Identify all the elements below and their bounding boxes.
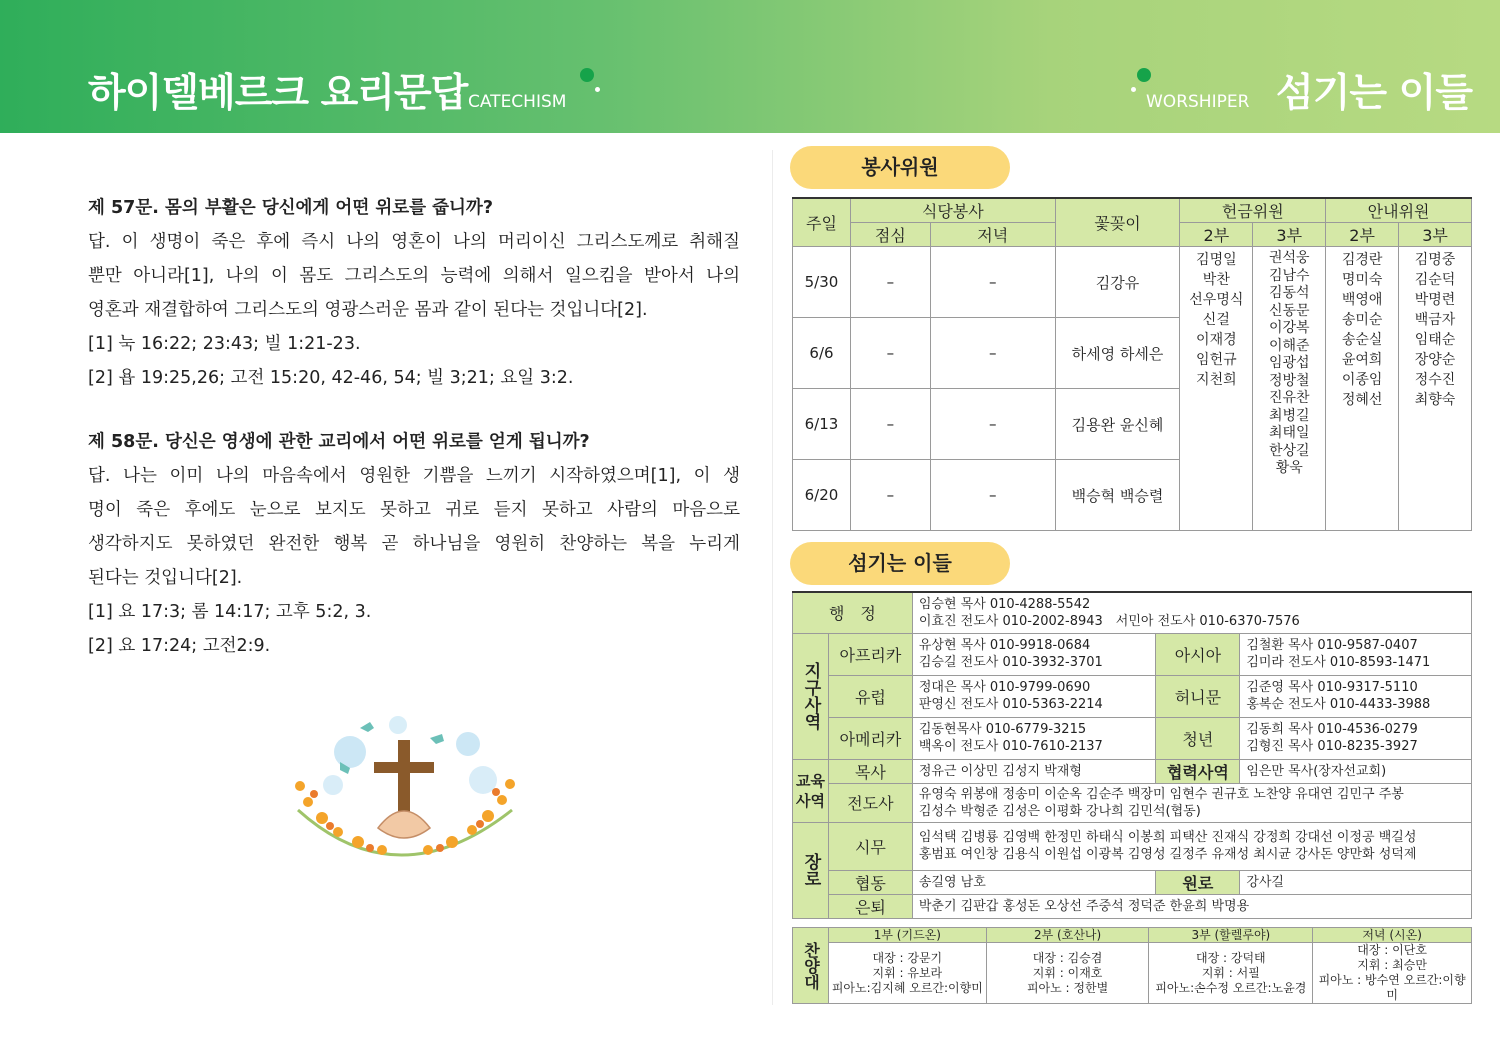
region-name: 아프리카 [828,633,912,675]
worshiper-subtitle: WORSHIPER [1146,92,1250,112]
question-57: 제 57문. 몸의 부활은 당신에게 어떤 위로를 줍니까? [88,198,493,218]
list-item: 김순덕 [1414,272,1456,288]
value-line: 임승현 목사 010-4288-5542 [918,596,1091,612]
row-flower: 하세영 하세은 [1055,318,1180,389]
value-line: 유상현 목사 010-9918-0684 [918,638,1091,653]
list-item: 송순실 [1341,332,1383,348]
region-value [912,717,1156,759]
row-dinner: – [930,460,1055,531]
col-dinner: 저녁 [930,223,1055,247]
answer-line: 뿐만 아니라[1], 나의 이 몸도 그리스도의 능력에 의해서 일으킴을 받아서 나의 [88,266,740,286]
list-item: 김동석 [1268,285,1310,301]
pastor-value: 정유근 이상민 김성지 박재형 [912,759,1156,783]
choir-label: 찬양대 [793,928,829,1004]
value-line: 홍복순 전도사 010-4433-3988 [1246,697,1431,712]
value-line: 유영숙 위봉애 정송미 이순옥 김순주 백장미 임현수 권규호 노찬양 유대연 김민구 주봉 [918,786,1404,802]
catechism-title: 하이델베르크 요리문답 [88,71,468,116]
list-item: 최태일 [1268,425,1310,441]
value-line: 백옥이 전도사 010-7610-2137 [918,739,1103,754]
list-item: 지천희 [1196,372,1237,388]
row-flower: 김용완 윤신혜 [1055,389,1180,460]
list-item: 송미순 [1341,312,1383,328]
choir-name: 저녁 (시온) [1313,928,1472,943]
row-date: 5/30 [793,247,851,318]
value-line: 김형진 목사 010-8235-3927 [1246,739,1418,754]
emeritus-value: 강사길 [1240,870,1472,894]
list-item: 이종임 [1341,372,1383,388]
row-lunch: – [850,247,930,318]
col-lunch: 점심 [850,223,930,247]
list-item: 김명중 [1414,252,1456,268]
active-value [912,822,1471,870]
elder-label: 장로 [793,822,829,918]
value-line: 김미라 전도사 010-8593-1471 [1246,655,1431,670]
list-item: 백영애 [1341,292,1383,308]
retired-label: 은퇴 [828,894,912,918]
reference-line: [1] 요 17:3; 롬 14:17; 고후 5:2, 3. [88,602,372,622]
value-line: 정대은 목사 010-9799-0690 [918,680,1091,695]
catechism-q58 [88,425,740,663]
row-flower: 백승혁 백승렬 [1055,460,1180,531]
list-item: 정방철 [1268,372,1310,389]
list-item: 명미숙 [1341,272,1383,288]
volunteers-heading: 봉사위원 [790,146,1010,189]
admin-value [912,592,1471,633]
row-dinner: – [930,247,1055,318]
col-meal: 식당봉사 [850,198,1055,223]
list-item: 진유찬 [1268,390,1310,406]
worshiper-title: 섬기는 이들 [1276,71,1472,116]
value-line: 지휘 : 이재호 [1032,965,1103,980]
value-line: 홍범표 여인창 김용식 이원섭 이광복 김영성 길정주 유재성 최시균 강사돈 양만화 성덕제 [918,847,1417,862]
value-line: 지휘 : 최승만 [1357,958,1427,972]
list-item: 이강복 [1268,320,1310,336]
answer-line: 생각하지도 못하였던 완전한 행복 곧 하나님을 영원히 찬양하는 복을 누리게 [88,534,740,554]
associate-value: 송길영 남호 [912,870,1156,894]
region-value [912,633,1156,675]
guide-2-list [1326,247,1399,531]
value-line: 지휘 : 유보라 [872,965,943,980]
col-date: 주일 [793,198,851,247]
cross-wreath-illustration [278,700,532,872]
row-lunch: – [850,318,930,389]
admin-label: 행 정 [793,592,913,633]
row-date: 6/20 [793,460,851,531]
region-value [1240,675,1472,717]
col-offering: 헌금위원 [1180,198,1326,223]
answer-line: 답. 나는 이미 나의 마음속에서 영원한 기쁨을 느끼기 시작하였으며[1], 이 생 [88,466,740,486]
list-item: 최병길 [1268,407,1310,424]
active-label: 시무 [828,822,912,870]
region-value [1240,633,1472,675]
list-item: 신걸 [1202,312,1230,328]
servants-heading: 섬기는 이들 [790,542,1010,585]
reference-line: [2] 요 17:24; 고전2:9. [88,636,271,656]
row-lunch: – [850,460,930,531]
row-date: 6/13 [793,389,851,460]
value-line: 피아노:김지혜 오르간:이향미 [831,980,983,995]
dot-decoration [1137,68,1151,82]
row-dinner: – [930,318,1055,389]
list-item: 백금자 [1414,312,1456,328]
list-item: 윤여희 [1341,352,1383,368]
answer-line: 답. 이 생명이 죽은 후에 즉시 나의 영혼이 나의 머리이신 그리스도께로 취해질 [88,232,740,252]
row-flower: 김강유 [1055,247,1180,318]
value-line: 대장 : 강문기 [872,950,943,965]
catechism-subtitle: CATECHISM [468,92,567,112]
value-line: 대장 : 이단호 [1357,943,1427,957]
offering-2-list [1180,247,1253,531]
col-guide-3: 3부 [1399,223,1472,247]
value-line: 지휘 : 서필 [1201,965,1260,980]
answer-line: 영혼과 재결합하여 그리스도의 영광스러운 몸과 같이 된다는 것입니다[2]. [88,300,648,320]
question-58: 제 58문. 당신은 영생에 관한 교리에서 어떤 위로를 얻게 됩니까? [88,432,590,452]
list-item: 임광섭 [1268,355,1310,371]
value-line: 대장 : 강덕태 [1196,950,1266,965]
associate-label: 협동 [828,870,912,894]
list-item: 임헌규 [1196,352,1237,368]
offering-3-list [1253,247,1326,531]
dot-decoration [595,87,600,92]
header-banner [0,0,1500,133]
col-guide: 안내위원 [1326,198,1472,223]
list-item: 한상길 [1268,442,1310,459]
list-item: 이재경 [1196,332,1237,348]
answer-line: 된다는 것입니다[2]. [88,568,243,588]
emeritus-label: 원로 [1156,870,1240,894]
list-item: 정수진 [1414,372,1456,388]
region-name: 허니문 [1156,675,1240,717]
table-row [793,247,1472,318]
value-line: 김철환 목사 010-9587-0407 [1246,638,1418,653]
value-line: 김동희 목사 010-4536-0279 [1246,722,1418,737]
choir-members [1313,943,1472,1004]
row-lunch: – [850,389,930,460]
list-item: 박명련 [1414,292,1456,308]
region-value [912,675,1156,717]
col-guide-2: 2부 [1326,223,1399,247]
list-item: 신동문 [1268,302,1310,319]
choir-name: 2부 (호산나) [986,928,1149,943]
list-item: 임태순 [1414,332,1456,348]
value-line: 판영신 전도사 010-5363-2214 [918,697,1103,712]
volunteers-table [792,197,1472,531]
choir-name: 3부 (할렐루야) [1149,928,1313,943]
choir-members [828,943,986,1004]
choir-name: 1부 (기드온) [828,928,986,943]
value-line: 김동현목사 010-6779-3215 [918,722,1087,737]
value-line: 김성수 박형준 김성은 이평화 강나희 김민석(협동) [918,803,1201,819]
value-line: 임석택 김병룡 김영백 한정민 하태식 이봉희 피택산 진재식 강정희 강대선 이정공 백길성 [918,830,1417,845]
catechism-q57 [88,191,740,395]
edu-label: 교육사역 [793,759,829,822]
guide-3-list [1399,247,1472,531]
choir-table [792,927,1472,1004]
row-dinner: – [930,389,1055,460]
list-item: 박찬 [1202,272,1230,288]
dot-decoration [1131,87,1136,92]
evangelist-value [912,783,1471,822]
list-item: 장양순 [1414,352,1456,368]
retired-value: 박춘기 김판갑 홍성돈 오상선 주중석 정덕준 한윤희 박명용 [912,894,1471,918]
list-item: 김명일 [1196,252,1237,268]
region-name: 아메리카 [828,717,912,759]
reference-line: [1] 눅 16:22; 23:43; 빌 1:21-23. [88,334,361,354]
value-line: 피아노 : 정한별 [1026,980,1109,995]
list-item: 황욱 [1275,460,1303,476]
region-value [1240,717,1472,759]
value-line: 대장 : 김승겸 [1032,950,1103,965]
row-date: 6/6 [793,318,851,389]
choir-members [986,943,1149,1004]
coop-value: 임은만 목사(장자선교회) [1240,759,1472,783]
region-name: 청년 [1156,717,1240,759]
list-item: 이해준 [1268,337,1310,354]
list-item: 김경란 [1341,252,1383,268]
value-line: 이효진 전도사 010-2002-8943 서민아 전도사 010-6370-7576 [918,613,1300,629]
answer-line: 명이 죽은 후에도 눈으로 보지도 못하고 귀로 듣지 못하고 사람의 마음으로 [88,500,740,520]
servants-table [792,591,1472,919]
list-item: 최향숙 [1414,392,1456,408]
list-item: 선우명식 [1189,292,1244,308]
col-flower: 꽃꽂이 [1055,198,1180,247]
region-label: 지구사역 [793,633,829,759]
region-name: 유럽 [828,675,912,717]
value-line: 피아노:손수정 오르간:노윤경 [1155,980,1307,995]
page-divider [772,150,773,1005]
coop-label: 협력사역 [1156,759,1240,783]
choir-members [1149,943,1313,1004]
col-offering-2: 2부 [1180,223,1253,247]
col-offering-3: 3부 [1253,223,1326,247]
dot-decoration [580,68,594,82]
evangelist-label: 전도사 [828,783,912,822]
value-line: 김승길 전도사 010-3932-3701 [918,655,1103,670]
pastor-label: 목사 [828,759,912,783]
list-item: 김남수 [1268,267,1310,284]
reference-line: [2] 욥 19:25,26; 고전 15:20, 42-46, 54; 빌 3;21; 요일 3:2. [88,368,574,388]
value-line: 피아노 : 방수연 오르간:이향미 [1318,973,1466,1002]
list-item: 권석웅 [1268,250,1310,266]
value-line: 김준영 목사 010-9317-5110 [1246,680,1418,695]
list-item: 정혜선 [1341,392,1383,408]
region-name: 아시아 [1156,633,1240,675]
